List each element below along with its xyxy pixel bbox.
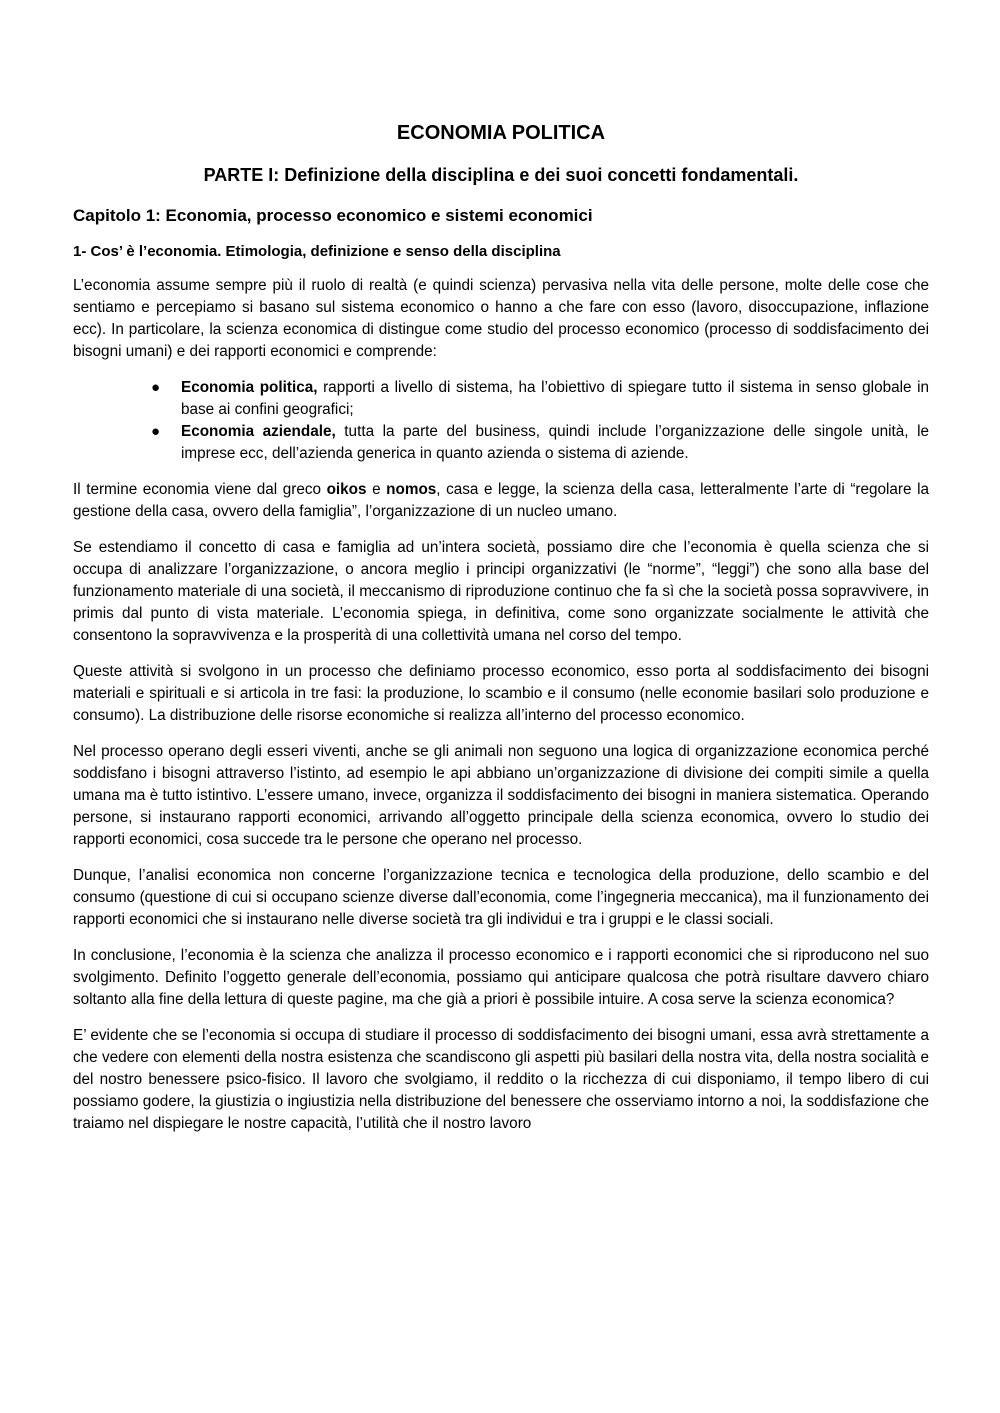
bullet-icon: ● (151, 379, 161, 396)
paragraph-4: Queste attività si svolgono in un processo che definiamo processo economico, esso porta al soddisfacimento dei bisogni materiali e spirituali e si articola in tre fasi: la produzione, lo scambio e il consumo (nelle economie basilari solo produzione e consumo). La distribuzione delle risorse economiche si realizza all’interno del processo economico. (73, 663, 929, 724)
bullet-list (73, 377, 929, 465)
paragraph-1: L’economia assume sempre più il ruolo di realtà (e quindi scienza) pervasiva nella vita delle persone, molte delle cose che sentiamo e percepiamo si basano sul sistema economico o hanno a che fare con esso (lavoro, disoccupazione, inflazione ecc). In particolare, la scienza economica di distingue come studio del processo economico (processo di soddisfacimento dei bisogni umani) e dei rapporti economici e comprende: (73, 277, 929, 360)
term-oikos: oikos (326, 481, 367, 498)
bullet-text: rapporti a livello di sistema, ha l’obiettivo di spiegare tutto il sistema in senso globale in base ai confini geografici; (181, 379, 929, 418)
paragraph-2 (73, 479, 929, 523)
paragraph-7: In conclusione, l’economia è la scienza che analizza il processo economico e i rapporti economici che si riproducono nel suo svolgimento. Definito l’oggetto generale dell’economia, possiamo qui anticipare qualcosa che potrà risultare davvero chiaro soltanto alla fine della lettura di queste pagine, ma che già a priori è possibile intuire. A cosa serve la scienza economica? (73, 947, 929, 1008)
bullet-item (151, 377, 929, 421)
paragraph-6: Dunque, l’analisi economica non concerne l’organizzazione tecnica e tecnologica della produzione, dello scambio e del consumo (questione di cui si occupano scienze diverse dall’economia, come l’ingegneria meccanica), ma il funzionamento dei rapporti economici che si instaurano nelle diverse società tra gli individui e tra i gruppi e le classi sociali. (73, 867, 929, 928)
term-nomos: nomos (386, 481, 437, 498)
bullet-icon: ● (151, 423, 161, 440)
document-title: ECONOMIA POLITICA (396, 122, 606, 144)
bullet-term: Economia politica, (181, 379, 318, 396)
paragraph-2-text-c: e (366, 481, 387, 498)
paragraph-3: Se estendiamo il concetto di casa e famiglia ad un’intera società, possiamo dire che l’economia è quella scienza che si occupa di analizzare l’organizzazione, o ancora meglio i principi organizzativi (le “norme”, “leggi”) che sono alla base del funzionamento materiale di una società, il meccanismo di riproduzione continuo che fa sì che la società possa sopravvivere, in primis dal punto di vista materiale. L’economia spiega, in definitiva, come sono organizzate socialmente le attività che consentono la sopravvivenza e la prosperità di una collettività umana nel corso del tempo. (73, 539, 929, 644)
bullet-term: Economia aziendale, (181, 423, 336, 440)
paragraph-8: E’ evidente che se l’economia si occupa di studiare il processo di soddisfacimento dei bisogni umani, essa avrà strettamente a che vedere con elementi della nostra esistenza che scandiscono gli aspetti più basilari della nostra vita, della nostra socialità e del nostro benessere psico-fisico. Il lavoro che svolgiamo, il reddito o la ricchezza di cui disponiamo, il tempo libero di cui possiamo godere, la giustizia o ingiustizia nella distribuzione del benessere che osserviamo intorno a noi, la soddisfazione che traiamo nel dispiegare le nostre capacità, l’utilità che il nostro lavoro (73, 1027, 929, 1132)
chapter-heading: Capitolo 1: Economia, processo economico e sistemi economici (73, 206, 593, 225)
bullet-text: tutta la parte del business, quindi include l’organizzazione delle singole unità, le imprese ecc, dell’azienda generica in quanto azienda o sistema di aziende. (181, 423, 929, 462)
paragraph-2-text-a: Il termine economia viene dal greco (73, 481, 327, 498)
part-heading: PARTE I: Definizione della disciplina e dei suoi concetti fondamentali. (203, 165, 799, 185)
paragraph-2-text-d: , casa e legge, la scienza della casa, letteralmente l’arte di “regolare la gestione della casa, ovvero della famiglia”, l’organizzazione di un nucleo umano. (73, 481, 929, 520)
section-heading: 1- Cos’ è l’economia. Etimologia, definizione e senso della disciplina (73, 243, 561, 260)
bullet-item (151, 421, 929, 465)
paragraph-5: Nel processo operano degli esseri viventi, anche se gli animali non seguono una logica di organizzazione economica perché soddisfano i bisogni attraverso l’istinto, ad esempio le api abbiano un’organizzazione di divisione dei compiti simile a quella umana ma è tutto istintivo. L’essere umano, invece, organizza il soddisfacimento dei bisogni in maniera sistematica. Operando persone, si instaurano rapporti economici, arrivando all’oggetto principale della scienza economica, ovvero lo studio dei rapporti economici, cosa succede tra le persone che operano nel processo. (73, 743, 929, 848)
document-page (73, 118, 929, 1149)
